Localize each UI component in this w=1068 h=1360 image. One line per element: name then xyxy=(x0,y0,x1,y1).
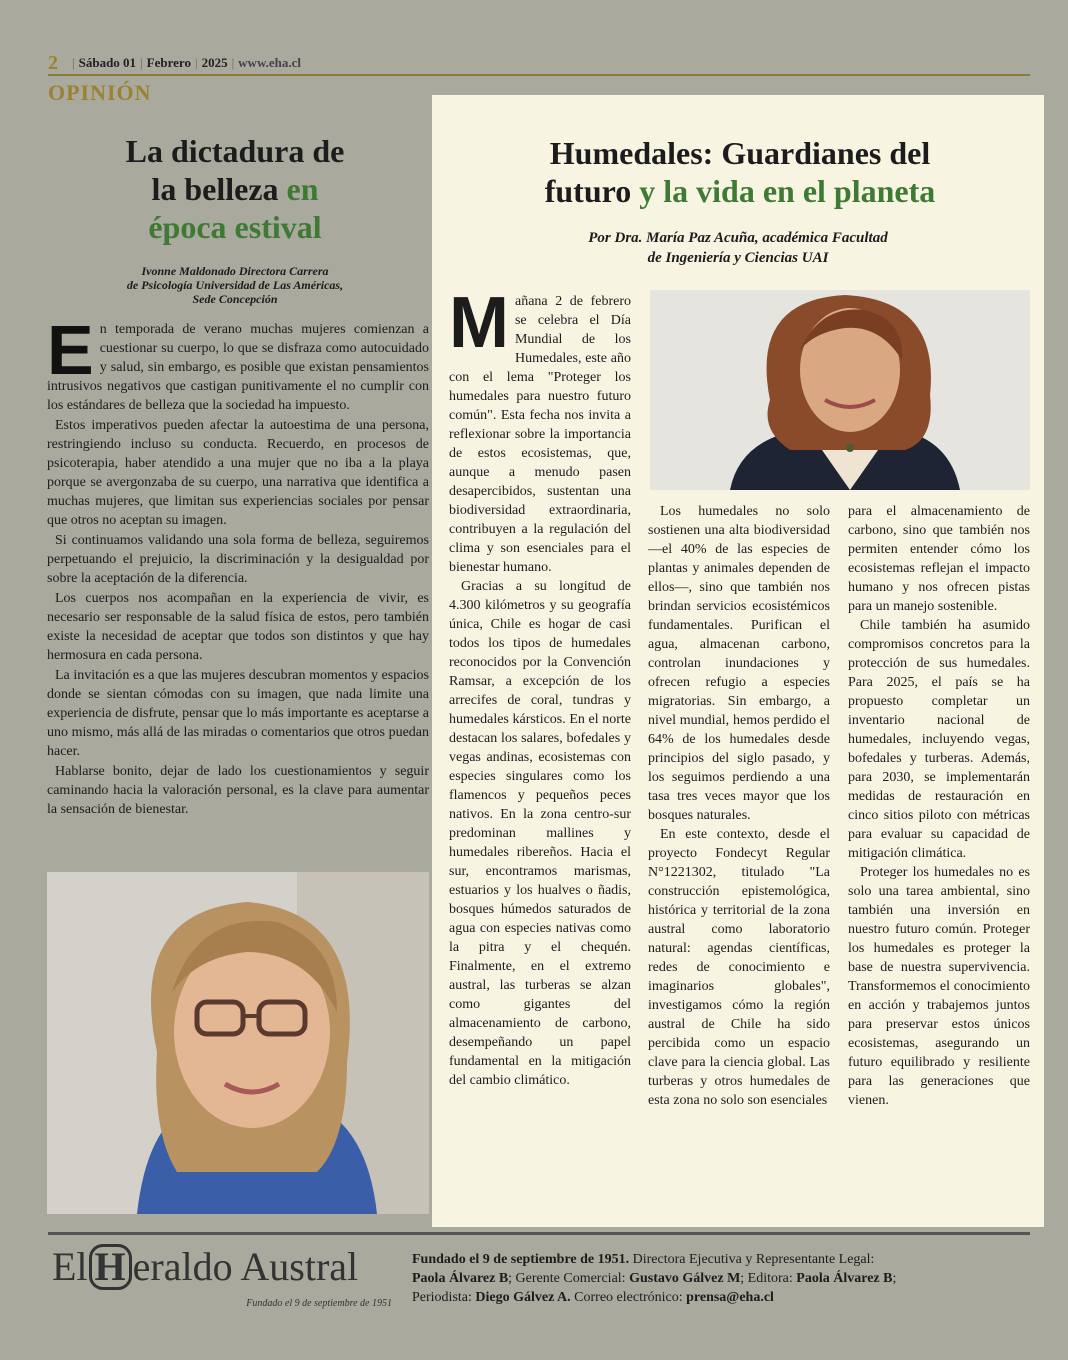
left-paragraph: Hablarse bonito, dejar de lado los cuestionamientos y seguir caminando hacia la valoración personal, es la clave para aumentar la sensación de bienestar. xyxy=(47,764,429,817)
editor-label: ; Editora: xyxy=(740,1271,797,1286)
director-name: Paola Álvarez B xyxy=(412,1271,509,1286)
journalist-name: Diego Gálvez A. xyxy=(475,1290,571,1305)
masthead-credits: Fundado el 9 de septiembre de 1951. Directora Ejecutiva y Representante Legal: Paola Álvarez B; Gerente Comercial: Gustavo Gálvez M; Editora: Paola Álvarez B; Periodista: Diego Gálvez A. Correo electrónico: prensa@eha.cl xyxy=(412,1252,897,1305)
left-byline-line3: Sede Concepción xyxy=(192,292,278,306)
right-article-title xyxy=(476,134,1004,210)
portrait-woman-curly-hair-icon xyxy=(650,290,1030,490)
left-paragraph: Los cuerpos nos acompañan en la experiencia de vivir, es necesario ser responsable de la salud física de estos, pero también existe la necesidad de aceptar que todos son distintos y que hay hermosura en cada persona. xyxy=(47,591,429,663)
founded-text: Fundado el 9 de septiembre de 1951. xyxy=(412,1252,630,1267)
right-article-column-2 xyxy=(648,502,830,1110)
right-paragraph: Chile también ha asumido compromisos concretos para la protección de sus humedales. Para 2025, el país se ha propuesto completar un inventario nacional de humedales, incluyendo vegas, bofedales y turberas. Además, para 2030, se implementarán medidas de restauración en cinco sitios piloto con métricas para evaluar su capacidad de mitigación climática. xyxy=(848,618,1030,861)
left-byline-line1: Ivonne Maldonado Directora Carrera xyxy=(141,264,329,278)
logo-h-mark: H xyxy=(89,1244,132,1290)
editor-name: Paola Álvarez B xyxy=(796,1271,893,1286)
right-paragraph: añana 2 de febrero se celebra el Día Mundial de los Humedales, este año con el lema "Proteger los humedales para nuestro futuro común". Esta fecha nos invita a reflexionar sobre la importancia de estos ecosistemas, que, aunque a menudo pasen desapercibidos, sustentan una biodiversidad extraordinaria, contribuyen a la regulación del clima y son esenciales para el bienestar humano. xyxy=(449,294,631,575)
left-paragraph: Estos imperativos pueden afectar la autoestima de una persona, restringiendo incluso su conducta. Recuerdo, en procesos de psicoterapia, haber atendido a una mujer que no iba a la playa porque se avergonzaba de su cuerpo, una narrativa que identifica a muchas mujeres, que limitan sus experiencias sociales por pensar que otros no aceptan su imagen. xyxy=(47,418,429,528)
page-number: 2 xyxy=(48,52,58,74)
logo-text-rest: eraldo Austral xyxy=(132,1244,359,1289)
header-year: 2025 xyxy=(201,55,228,70)
left-article-body xyxy=(47,311,429,820)
left-paragraph: Si continuamos validando una sola forma de belleza, seguiremos perpetuando el prejuicio, la discriminación y la desigualdad por sobre la aceptación de la diferencia. xyxy=(47,533,429,586)
footer-divider xyxy=(48,1232,1030,1235)
journalist-label: Periodista: xyxy=(412,1290,476,1305)
author-photo-left xyxy=(47,872,429,1214)
right-paragraph: para el almacenamiento de carbono, sino que también nos permiten entender cómo los ecosistemas reflejan el impacto humano y nos ofrecen pistas para un manejo sostenible. xyxy=(848,504,1030,614)
right-paragraph: Gracias a su longitud de 4.300 kilómetros y su geografía única, Chile es hogar de casi todos los tipos de humedales reconocidos por la Convención Ramsar, a excepción de los arrecifes de coral, tundras y humedales kársticos. En el norte destacan los salares, bofedales y vegas andinas, ecosistemas con especies singulares como los flamencos y pequeños peces nativos. En la zona centro-sur predominan mallines y humedales ribereños. Hacia el sur, encontramos marismas, estuarios y los hualves o ñadis, bosques húmedos saturados de agua con especies nativas como la pitra y el chequén. Finalmente, en el extremo austral, las turberas se alzan como gigantes del almacenamiento de carbono, desempeñando un papel fundamental en la mitigación del cambio climático. xyxy=(449,579,631,1088)
right-title-line1: Humedales: Guardianes del xyxy=(549,135,931,171)
left-title-line2: la belleza xyxy=(151,171,287,207)
header-day: Sábado 01 xyxy=(78,55,137,70)
right-drop-cap: M xyxy=(449,283,509,363)
left-article-byline xyxy=(70,264,400,306)
email-link[interactable]: prensa@eha.cl xyxy=(686,1290,774,1305)
header-month: Febrero xyxy=(146,55,191,70)
left-drop-cap: E xyxy=(47,311,94,389)
newspaper-logo xyxy=(52,1244,397,1289)
right-article-column-1 xyxy=(449,283,631,1090)
director-label: Directora Ejecutiva y Representante Legal: xyxy=(629,1252,875,1267)
right-article-column-3 xyxy=(848,502,1030,1110)
logo-text-el: El xyxy=(52,1244,88,1289)
right-title-line2-green: y la vida en el planeta xyxy=(639,173,936,209)
left-title-line1: La dictadura de xyxy=(125,133,345,169)
left-title-line3: época estival xyxy=(148,209,322,245)
right-paragraph: En este contexto, desde el proyecto Fondecyt Regular N°1221302, titulado "La construcción epistemológica, histórica y territorial de la zona austral como laboratorio natural: agendas científicas, redes de conocimiento e imaginarios globales", investigamos cómo la región austral de Chile ha sido percibida como un espacio clave para la ciencia global. Las turberas y otros humedales de esta zona no solo son esenciales xyxy=(648,827,830,1108)
right-byline-line2: de Ingeniería y Ciencias UAI xyxy=(647,250,829,266)
page-header: 2 | Sábado 01 | Febrero | 2025 | www.eha.cl xyxy=(48,52,1030,76)
right-paragraph: Proteger los humedales no es solo una tarea ambiental, sino también una inversión en nuestro futuro común. Proteger los humedales es proteger la base de nuestra supervivencia. Transformemos el conocimiento en acción y trabajemos juntos para preservar estos únicos ecosistemas, asegurando un futuro equilibrado y resiliente para las generaciones que vienen. xyxy=(848,865,1030,1108)
left-article-title xyxy=(70,132,400,246)
left-title-line2-green: en xyxy=(286,171,319,207)
manager-label: ; Gerente Comercial: xyxy=(508,1271,630,1286)
right-title-line2: futuro xyxy=(544,173,640,209)
logo-tagline: Fundado el 9 de septiembre de 1951 xyxy=(246,1298,392,1309)
left-byline-line2: de Psicología Universidad de Las Américas, xyxy=(126,278,344,292)
right-byline-line1: Por Dra. María Paz Acuña, académica Facultad xyxy=(588,230,888,246)
portrait-woman-glasses-icon xyxy=(47,872,429,1214)
header-website[interactable]: www.eha.cl xyxy=(238,55,302,70)
section-label: OPINIÓN xyxy=(48,80,152,105)
right-article-byline xyxy=(488,228,988,268)
manager-name: Gustavo Gálvez M xyxy=(629,1271,741,1286)
left-paragraph: n temporada de verano muchas mujeres comienzan a cuestionar su cuerpo, lo que se disfraza como autocuidado y salud, sin embargo, es posible que existan pensamientos intrusivos negativos que castigan punitivamente el no cumplir con los estándares de belleza que la sociedad ha impuesto. xyxy=(47,322,429,413)
right-paragraph: Los humedales no solo sostienen una alta biodiversidad—el 40% de las especies de plantas y animales dependen de ellos—, sino que también nos brindan servicios ecosistémicos fundamentales. Purifican el agua, almacenan carbono, controlan inundaciones y ofrecen refugio a especies migratorias. Sin embargo, a nivel mundial, hemos perdido el 64% de los humedales desde principios del siglo pasado, y los seguimos perdiendo a una tasa tres veces mayor que los bosques naturales. xyxy=(648,504,830,823)
author-photo-right xyxy=(650,290,1030,490)
email-label: Correo electrónico: xyxy=(570,1290,687,1305)
left-paragraph: La invitación es a que las mujeres descubran momentos y espacios donde se sientan cómodas con su imagen, que nada limite una experiencia de disfrute, pensar que lo más importante es aceptarse a uno mismo, más allá de las miradas o comentarios que otros puedan hacer. xyxy=(47,668,429,759)
